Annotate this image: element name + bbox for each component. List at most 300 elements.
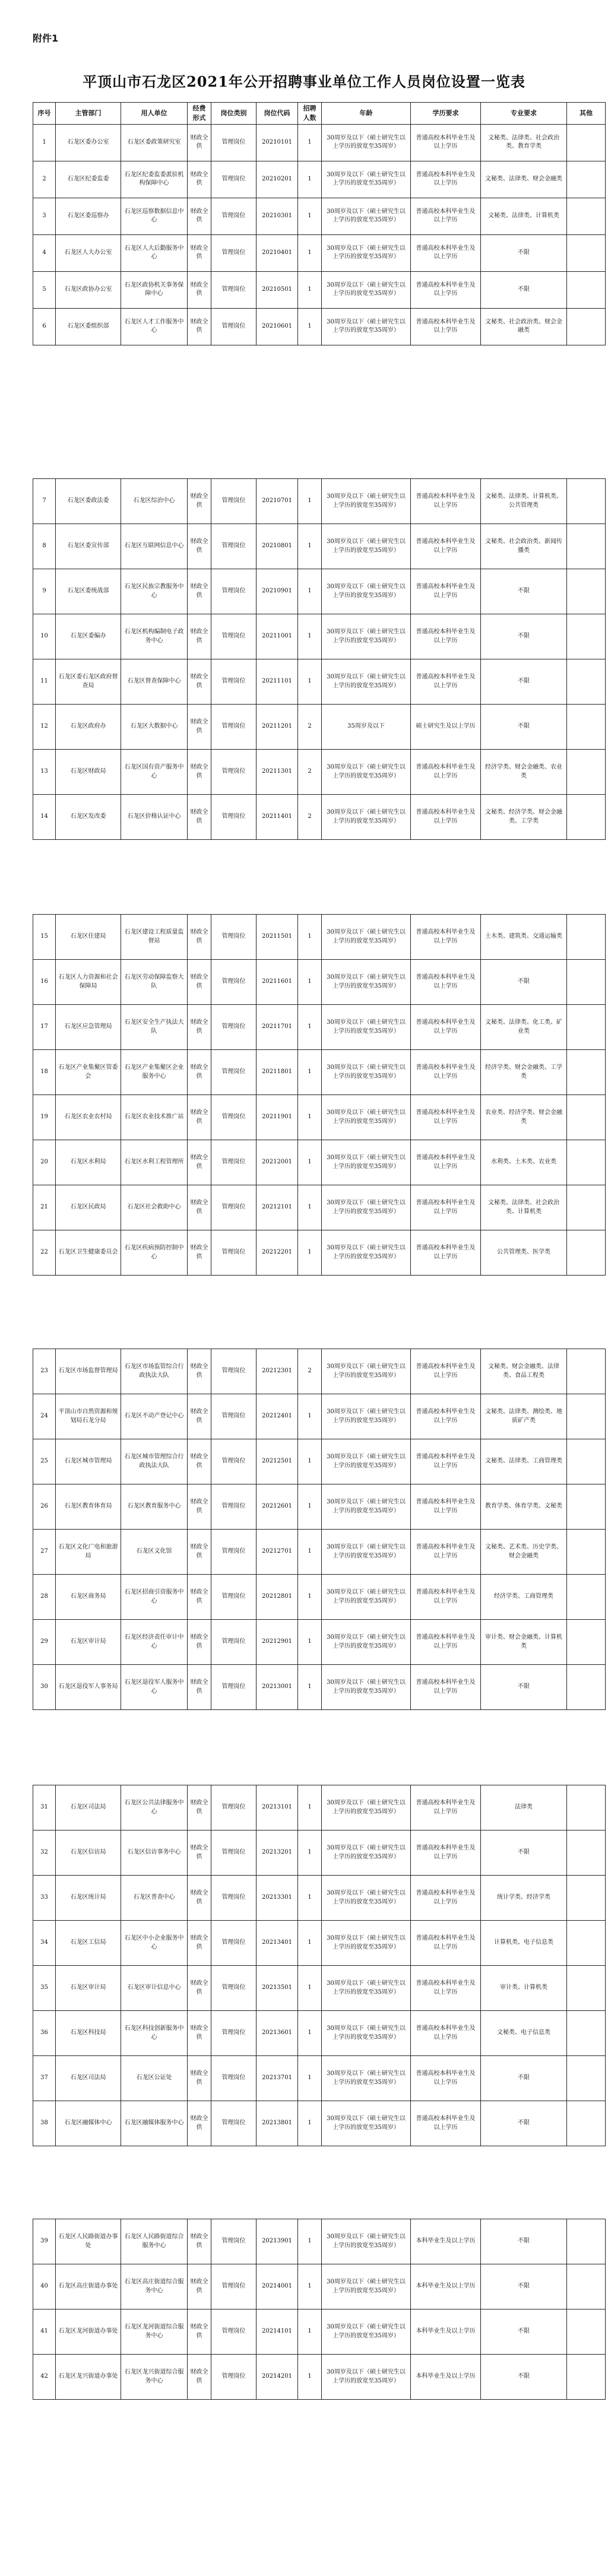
cell-seq: 30 (33, 1665, 56, 1710)
cell-count: 2 (298, 795, 322, 840)
cell-other (567, 2011, 606, 2056)
cell-age: 30周岁及以下（硕士研究生以上学历的放宽至35周岁） (322, 1050, 411, 1095)
cell-unit: 石龙区经济责任审计中心 (121, 1620, 188, 1665)
header-education: 学历要求 (411, 103, 481, 125)
cell-unit: 石龙区龙河街道综合服务中心 (121, 2309, 188, 2355)
cell-other (567, 1876, 606, 1921)
cell-post-code: 20211401 (256, 795, 298, 840)
table-row (33, 2264, 606, 2309)
cell-unit: 石龙区政协机关事务保障中心 (121, 271, 188, 308)
cell-post-code: 20210301 (256, 198, 298, 234)
cell-other (567, 1530, 606, 1575)
cell-major: 文秘类、社会政治类、新闻传播类 (481, 524, 567, 569)
cell-post-code: 20211701 (256, 1005, 298, 1050)
table-page-4 (33, 1349, 606, 1710)
cell-education: 普通高校本科毕业生及以上学历 (411, 124, 481, 161)
annex-label: 附件1 (33, 33, 59, 44)
cell-age: 30周岁及以下（硕士研究生以上学历的放宽至35周岁） (322, 1484, 411, 1530)
cell-age: 30周岁及以下（硕士研究生以上学历的放宽至35周岁） (322, 234, 411, 271)
cell-age: 30周岁及以下（硕士研究生以上学历的放宽至35周岁） (322, 1575, 411, 1620)
cell-unit: 石龙区人大后勤服务中心 (121, 234, 188, 271)
cell-dept: 石龙区审计局 (56, 1620, 121, 1665)
cell-seq: 8 (33, 524, 56, 569)
cell-funding: 财政全供 (188, 308, 211, 345)
cell-unit: 石龙区文化馆 (121, 1530, 188, 1575)
cell-post-type: 管理岗位 (211, 1966, 256, 2011)
cell-funding: 财政全供 (188, 2219, 211, 2264)
cell-education: 普通高校本科毕业生及以上学历 (411, 960, 481, 1005)
cell-education: 普通高校本科毕业生及以上学历 (411, 1620, 481, 1665)
table-row (33, 1005, 606, 1050)
cell-post-type: 管理岗位 (211, 234, 256, 271)
header-count: 招聘人数 (298, 103, 322, 125)
cell-age: 35周岁及以下 (322, 705, 411, 750)
cell-age: 30周岁及以下（硕士研究生以上学历的放宽至35周岁） (322, 2219, 411, 2264)
cell-unit: 石龙区人民路街道综合服务中心 (121, 2219, 188, 2264)
cell-post-type: 管理岗位 (211, 2309, 256, 2355)
cell-funding: 财政全供 (188, 1140, 211, 1185)
cell-unit: 石龙区融媒体服务中心 (121, 2101, 188, 2146)
cell-funding: 财政全供 (188, 1966, 211, 2011)
cell-post-code: 20212401 (256, 1394, 298, 1439)
table-row (33, 1230, 606, 1276)
cell-dept: 石龙区纪委监委 (56, 161, 121, 198)
cell-post-type: 管理岗位 (211, 1050, 256, 1095)
table-row (33, 1530, 606, 1575)
cell-seq: 40 (33, 2264, 56, 2309)
cell-education: 普通高校本科毕业生及以上学历 (411, 750, 481, 795)
cell-funding: 财政全供 (188, 659, 211, 705)
header-major: 专业要求 (481, 103, 567, 125)
cell-unit: 石龙区安全生产执法大队 (121, 1005, 188, 1050)
cell-post-code: 20213401 (256, 1921, 298, 1966)
cell-post-type: 管理岗位 (211, 1575, 256, 1620)
table-row (33, 1921, 606, 1966)
cell-count: 1 (298, 234, 322, 271)
cell-education: 普通高校本科毕业生及以上学历 (411, 1785, 481, 1831)
cell-funding: 财政全供 (188, 614, 211, 659)
cell-education: 普通高校本科毕业生及以上学历 (411, 161, 481, 198)
cell-funding: 财政全供 (188, 1921, 211, 1966)
cell-unit: 石龙区综治中心 (121, 479, 188, 524)
cell-dept: 石龙区科技局 (56, 2011, 121, 2056)
cell-post-type: 管理岗位 (211, 1484, 256, 1530)
cell-count: 1 (298, 1230, 322, 1276)
table-row (33, 2011, 606, 2056)
cell-dept: 石龙区委石龙区政府督查局 (56, 659, 121, 705)
cell-other (567, 2056, 606, 2101)
cell-post-code: 20211901 (256, 1095, 298, 1140)
cell-post-type: 管理岗位 (211, 1005, 256, 1050)
cell-age: 30周岁及以下（硕士研究生以上学历的放宽至35周岁） (322, 2309, 411, 2355)
cell-age: 30周岁及以下（硕士研究生以上学历的放宽至35周岁） (322, 479, 411, 524)
cell-major: 不限 (481, 2309, 567, 2355)
cell-other (567, 1050, 606, 1095)
cell-count: 1 (298, 1575, 322, 1620)
cell-post-type: 管理岗位 (211, 124, 256, 161)
cell-post-code: 20212801 (256, 1575, 298, 1620)
cell-unit: 石龙区疾病预防控制中心 (121, 1230, 188, 1276)
cell-unit: 石龙区招商引资服务中心 (121, 1575, 188, 1620)
table-row (33, 124, 606, 161)
cell-other (567, 198, 606, 234)
cell-other (567, 705, 606, 750)
cell-seq: 37 (33, 2056, 56, 2101)
cell-unit: 石龙区督查保障中心 (121, 659, 188, 705)
cell-post-type: 管理岗位 (211, 915, 256, 960)
document-title: 平顶山市石龙区2021年公开招聘事业单位工作人员岗位设置一览表 (83, 73, 525, 90)
cell-post-code: 20214001 (256, 2264, 298, 2309)
cell-seq: 26 (33, 1484, 56, 1530)
cell-major: 不限 (481, 1831, 567, 1876)
cell-seq: 4 (33, 234, 56, 271)
cell-seq: 31 (33, 1785, 56, 1831)
cell-count: 1 (298, 915, 322, 960)
cell-post-type: 管理岗位 (211, 161, 256, 198)
header-funding: 经费形式 (188, 103, 211, 125)
cell-age: 30周岁及以下（硕士研究生以上学历的放宽至35周岁） (322, 614, 411, 659)
table-row (33, 198, 606, 234)
table-row (33, 1876, 606, 1921)
cell-major: 文秘类、法律类、社会政治类、计算机类 (481, 1185, 567, 1230)
table-page-5 (33, 1785, 606, 2146)
cell-major: 文秘类、法律类、化工类、矿业类 (481, 1005, 567, 1050)
cell-dept: 石龙区高庄街道办事处 (56, 2264, 121, 2309)
cell-dept: 石龙区审计局 (56, 1966, 121, 2011)
table-row (33, 2101, 606, 2146)
cell-post-code: 20213101 (256, 1785, 298, 1831)
cell-education: 普通高校本科毕业生及以上学历 (411, 308, 481, 345)
cell-count: 1 (298, 479, 322, 524)
cell-funding: 财政全供 (188, 2011, 211, 2056)
cell-other (567, 479, 606, 524)
cell-seq: 6 (33, 308, 56, 345)
cell-post-type: 管理岗位 (211, 2264, 256, 2309)
cell-other (567, 795, 606, 840)
cell-seq: 21 (33, 1185, 56, 1230)
table-row (33, 750, 606, 795)
cell-count: 1 (298, 2309, 322, 2355)
cell-major: 经济学类、财会金融类、工学类 (481, 1050, 567, 1095)
cell-post-code: 20212901 (256, 1620, 298, 1665)
cell-unit: 石龙区高庄街道综合服务中心 (121, 2264, 188, 2309)
cell-count: 1 (298, 1050, 322, 1095)
cell-post-code: 20210701 (256, 479, 298, 524)
table-row (33, 524, 606, 569)
cell-age: 30周岁及以下（硕士研究生以上学历的放宽至35周岁） (322, 2056, 411, 2101)
cell-seq: 36 (33, 2011, 56, 2056)
cell-count: 1 (298, 308, 322, 345)
cell-count: 1 (298, 1785, 322, 1831)
cell-funding: 财政全供 (188, 1394, 211, 1439)
cell-age: 30周岁及以下（硕士研究生以上学历的放宽至35周岁） (322, 2355, 411, 2400)
table-row (33, 1785, 606, 1831)
cell-post-code: 20211001 (256, 614, 298, 659)
cell-post-code: 20210201 (256, 161, 298, 198)
cell-unit: 石龙区巡察数据信息中心 (121, 198, 188, 234)
cell-post-code: 20213801 (256, 2101, 298, 2146)
cell-funding: 财政全供 (188, 479, 211, 524)
cell-count: 1 (298, 614, 322, 659)
table-row (33, 479, 606, 524)
cell-post-code: 20210401 (256, 234, 298, 271)
cell-education: 普通高校本科毕业生及以上学历 (411, 234, 481, 271)
cell-other (567, 960, 606, 1005)
cell-other (567, 1785, 606, 1831)
cell-unit: 石龙区产业集聚区企业服务中心 (121, 1050, 188, 1095)
cell-major: 不限 (481, 960, 567, 1005)
cell-age: 30周岁及以下（硕士研究生以上学历的放宽至35周岁） (322, 1665, 411, 1710)
cell-major: 计算机类、电子信息类 (481, 1921, 567, 1966)
cell-other (567, 2309, 606, 2355)
cell-post-code: 20214101 (256, 2309, 298, 2355)
cell-funding: 财政全供 (188, 1876, 211, 1921)
cell-dept: 石龙区财政局 (56, 750, 121, 795)
table-row (33, 1394, 606, 1439)
cell-age: 30周岁及以下（硕士研究生以上学历的放宽至35周岁） (322, 1394, 411, 1439)
table-row (33, 2355, 606, 2400)
table-row (33, 1349, 606, 1394)
cell-seq: 27 (33, 1530, 56, 1575)
cell-post-code: 20211501 (256, 915, 298, 960)
cell-seq: 20 (33, 1140, 56, 1185)
cell-post-type: 管理岗位 (211, 1140, 256, 1185)
cell-post-code: 20210101 (256, 124, 298, 161)
cell-other (567, 1575, 606, 1620)
cell-other (567, 1966, 606, 2011)
cell-funding: 财政全供 (188, 2355, 211, 2400)
cell-post-code: 20213601 (256, 2011, 298, 2056)
cell-post-code: 20210801 (256, 524, 298, 569)
cell-post-code: 20212501 (256, 1439, 298, 1484)
cell-major: 教育学类、体育学类、文秘类 (481, 1484, 567, 1530)
cell-seq: 13 (33, 750, 56, 795)
cell-unit: 石龙区机构编制电子政务中心 (121, 614, 188, 659)
cell-count: 1 (298, 524, 322, 569)
cell-education: 普通高校本科毕业生及以上学历 (411, 2056, 481, 2101)
cell-count: 1 (298, 1530, 322, 1575)
cell-seq: 23 (33, 1349, 56, 1394)
cell-age: 30周岁及以下（硕士研究生以上学历的放宽至35周岁） (322, 1876, 411, 1921)
cell-education: 本科毕业生及以上学历 (411, 2309, 481, 2355)
cell-age: 30周岁及以下（硕士研究生以上学历的放宽至35周岁） (322, 198, 411, 234)
cell-count: 1 (298, 2264, 322, 2309)
cell-dept: 石龙区市场监督管理局 (56, 1349, 121, 1394)
table-row (33, 271, 606, 308)
cell-funding: 财政全供 (188, 795, 211, 840)
cell-dept: 石龙区政府办 (56, 705, 121, 750)
cell-dept: 石龙区住建局 (56, 915, 121, 960)
table-row (33, 1439, 606, 1484)
cell-funding: 财政全供 (188, 1230, 211, 1276)
cell-post-type: 管理岗位 (211, 198, 256, 234)
cell-major: 不限 (481, 569, 567, 614)
cell-post-type: 管理岗位 (211, 1185, 256, 1230)
cell-other (567, 569, 606, 614)
cell-dept: 石龙区人力资源和社会保障局 (56, 960, 121, 1005)
cell-seq: 12 (33, 705, 56, 750)
cell-dept: 石龙区委组织部 (56, 308, 121, 345)
cell-education: 普通高校本科毕业生及以上学历 (411, 659, 481, 705)
cell-unit: 石龙区委政策研究室 (121, 124, 188, 161)
cell-education: 普通高校本科毕业生及以上学历 (411, 198, 481, 234)
cell-funding: 财政全供 (188, 124, 211, 161)
cell-post-type: 管理岗位 (211, 705, 256, 750)
cell-post-code: 20213501 (256, 1966, 298, 2011)
cell-funding: 财政全供 (188, 1665, 211, 1710)
cell-dept: 石龙区信访局 (56, 1831, 121, 1876)
cell-other (567, 234, 606, 271)
cell-seq: 1 (33, 124, 56, 161)
cell-post-type: 管理岗位 (211, 569, 256, 614)
cell-count: 1 (298, 1185, 322, 1230)
cell-major: 不限 (481, 1665, 567, 1710)
cell-dept: 石龙区委统战部 (56, 569, 121, 614)
cell-dept: 石龙区司法局 (56, 2056, 121, 2101)
cell-education: 普通高校本科毕业生及以上学历 (411, 1394, 481, 1439)
cell-major: 不限 (481, 2264, 567, 2309)
cell-dept: 石龙区城市管理局 (56, 1439, 121, 1484)
cell-education: 普通高校本科毕业生及以上学历 (411, 271, 481, 308)
cell-post-code: 20212701 (256, 1530, 298, 1575)
cell-dept: 石龙区委办公室 (56, 124, 121, 161)
cell-other (567, 271, 606, 308)
cell-major: 经济学类、财会金融类、农业类 (481, 750, 567, 795)
cell-unit: 石龙区社会救助中心 (121, 1185, 188, 1230)
cell-post-code: 20211601 (256, 960, 298, 1005)
cell-unit: 石龙区水利工程管理所 (121, 1140, 188, 1185)
cell-age: 30周岁及以下（硕士研究生以上学历的放宽至35周岁） (322, 1230, 411, 1276)
cell-post-type: 管理岗位 (211, 2056, 256, 2101)
cell-age: 30周岁及以下（硕士研究生以上学历的放宽至35周岁） (322, 271, 411, 308)
cell-dept: 石龙区政协办公室 (56, 271, 121, 308)
cell-education: 普通高校本科毕业生及以上学历 (411, 1095, 481, 1140)
cell-unit: 石龙区龙兴街道综合服务中心 (121, 2355, 188, 2400)
cell-unit: 石龙区公共法律服务中心 (121, 1785, 188, 1831)
cell-other (567, 659, 606, 705)
cell-seq: 34 (33, 1921, 56, 1966)
table-row (33, 659, 606, 705)
cell-funding: 财政全供 (188, 1575, 211, 1620)
table-page-3 (33, 914, 606, 1276)
cell-other (567, 1665, 606, 1710)
cell-other (567, 1185, 606, 1230)
cell-post-type: 管理岗位 (211, 1394, 256, 1439)
cell-post-type: 管理岗位 (211, 2219, 256, 2264)
cell-age: 30周岁及以下（硕士研究生以上学历的放宽至35周岁） (322, 524, 411, 569)
cell-post-type: 管理岗位 (211, 750, 256, 795)
cell-dept: 石龙区退役军人事务局 (56, 1665, 121, 1710)
cell-dept: 石龙区司法局 (56, 1785, 121, 1831)
cell-post-code: 20211101 (256, 659, 298, 705)
cell-education: 普通高校本科毕业生及以上学历 (411, 479, 481, 524)
cell-unit: 石龙区市场监管综合行政执法大队 (121, 1349, 188, 1394)
cell-age: 30周岁及以下（硕士研究生以上学历的放宽至35周岁） (322, 569, 411, 614)
cell-major: 文秘类、法律类、财会金融类 (481, 161, 567, 198)
cell-unit: 石龙区大数据中心 (121, 705, 188, 750)
cell-major: 不限 (481, 2101, 567, 2146)
cell-unit: 石龙区普查中心 (121, 1876, 188, 1921)
table-row (33, 2309, 606, 2355)
cell-post-type: 管理岗位 (211, 1530, 256, 1575)
cell-post-code: 20211201 (256, 705, 298, 750)
table-row (33, 2056, 606, 2101)
cell-unit: 石龙区农业技术推广站 (121, 1095, 188, 1140)
cell-seq: 35 (33, 1966, 56, 2011)
cell-count: 1 (298, 1876, 322, 1921)
cell-major: 不限 (481, 2219, 567, 2264)
cell-major: 文秘类、法律类、工商管理类 (481, 1439, 567, 1484)
cell-post-type: 管理岗位 (211, 1921, 256, 1966)
cell-age: 30周岁及以下（硕士研究生以上学历的放宽至35周岁） (322, 750, 411, 795)
cell-age: 30周岁及以下（硕士研究生以上学历的放宽至35周岁） (322, 308, 411, 345)
cell-post-code: 20210501 (256, 271, 298, 308)
cell-major: 不限 (481, 705, 567, 750)
cell-education: 普通高校本科毕业生及以上学历 (411, 1665, 481, 1710)
cell-education: 本科毕业生及以上学历 (411, 2264, 481, 2309)
cell-count: 1 (298, 2219, 322, 2264)
cell-post-code: 20212301 (256, 1349, 298, 1394)
cell-major: 文秘类、社会政治类、财会金融类 (481, 308, 567, 345)
cell-count: 1 (298, 271, 322, 308)
cell-post-type: 管理岗位 (211, 308, 256, 345)
cell-count: 1 (298, 1394, 322, 1439)
cell-education: 普通高校本科毕业生及以上学历 (411, 1140, 481, 1185)
cell-education: 普通高校本科毕业生及以上学历 (411, 1185, 481, 1230)
cell-major: 法律类 (481, 1785, 567, 1831)
cell-seq: 14 (33, 795, 56, 840)
cell-post-type: 管理岗位 (211, 1620, 256, 1665)
table-row (33, 705, 606, 750)
cell-count: 1 (298, 2011, 322, 2056)
cell-funding: 财政全供 (188, 1530, 211, 1575)
cell-post-type: 管理岗位 (211, 2101, 256, 2146)
cell-unit: 石龙区科技创新服务中心 (121, 2011, 188, 2056)
cell-count: 1 (298, 198, 322, 234)
cell-count: 1 (298, 1665, 322, 1710)
cell-major: 审计类、计算机类 (481, 1966, 567, 2011)
table-row (33, 308, 606, 345)
cell-major: 统计学类、经济学类 (481, 1876, 567, 1921)
cell-age: 30周岁及以下（硕士研究生以上学历的放宽至35周岁） (322, 2101, 411, 2146)
cell-education: 硕士研究生及以上学历 (411, 705, 481, 750)
cell-post-code: 20214201 (256, 2355, 298, 2400)
cell-major: 不限 (481, 271, 567, 308)
cell-unit: 石龙区劳动保障监察大队 (121, 960, 188, 1005)
cell-dept: 石龙区委政法委 (56, 479, 121, 524)
cell-count: 1 (298, 2056, 322, 2101)
cell-funding: 财政全供 (188, 234, 211, 271)
table-row (33, 1140, 606, 1185)
cell-funding: 财政全供 (188, 524, 211, 569)
cell-post-type: 管理岗位 (211, 2355, 256, 2400)
header-post-type: 岗位类别 (211, 103, 256, 125)
cell-dept: 平顶山市自然资源和规划局石龙分局 (56, 1394, 121, 1439)
cell-post-type: 管理岗位 (211, 1230, 256, 1276)
cell-education: 普通高校本科毕业生及以上学历 (411, 2101, 481, 2146)
table-page-2 (33, 478, 606, 840)
table-row (33, 1095, 606, 1140)
cell-post-type: 管理岗位 (211, 2011, 256, 2056)
cell-age: 30周岁及以下（硕士研究生以上学历的放宽至35周岁） (322, 1785, 411, 1831)
cell-funding: 财政全供 (188, 2264, 211, 2309)
cell-seq: 19 (33, 1095, 56, 1140)
cell-seq: 7 (33, 479, 56, 524)
cell-major: 水利类、土木类、农业类 (481, 1140, 567, 1185)
cell-dept: 石龙区融媒体中心 (56, 2101, 121, 2146)
cell-other (567, 1484, 606, 1530)
cell-count: 2 (298, 1349, 322, 1394)
